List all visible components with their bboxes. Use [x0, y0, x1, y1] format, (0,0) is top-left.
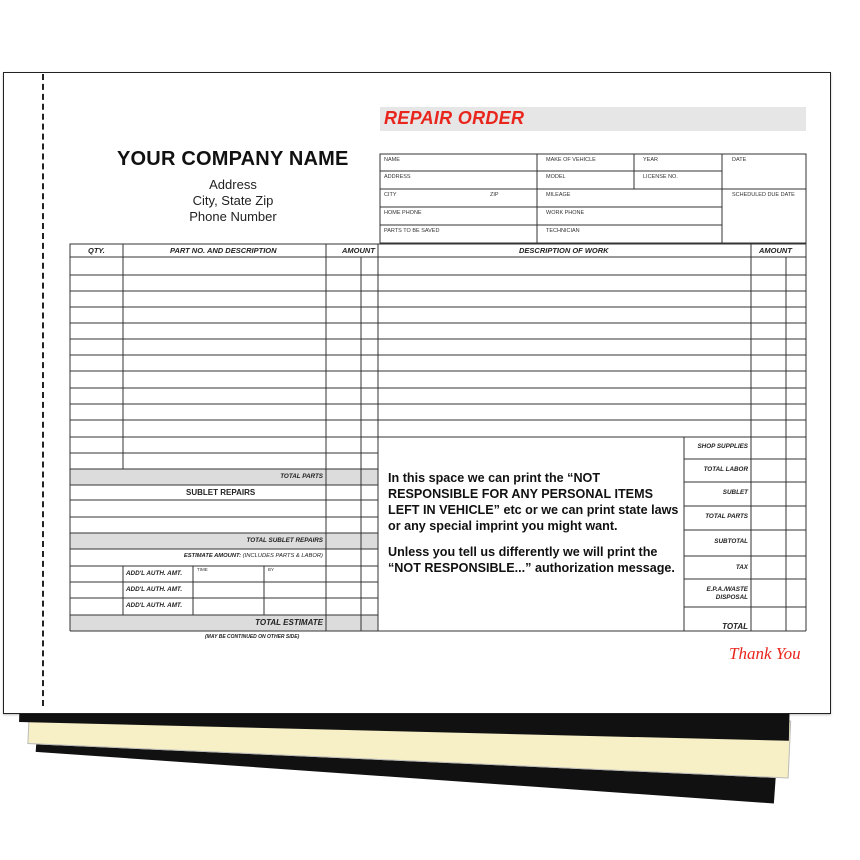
total-sublet-repairs-label: TOTAL SUBLET REPAIRS: [246, 537, 323, 544]
total-label: TOTAL: [722, 622, 748, 631]
total-estimate-label: TOTAL ESTIMATE: [255, 618, 323, 627]
notice-paragraph-1: In this space we can print the “NOT RESPONSIBLE FOR ANY PERSONAL ITEMS LEFT IN VEHICLE” etc or we can print state laws or any special imprint you might want.: [388, 471, 679, 533]
total-labor-label: TOTAL LABOR: [703, 466, 748, 473]
continued-note: (MAY BE CONTINUED ON OTHER SIDE): [205, 634, 300, 640]
subtotal-label: SUBTOTAL: [714, 538, 748, 545]
company-name: YOUR COMPANY NAME: [117, 148, 349, 170]
total-parts-right-label: TOTAL PARTS: [705, 513, 748, 520]
field-mileage-label: MILEAGE: [546, 192, 571, 198]
field-home-phone-label: HOME PHONE: [384, 210, 422, 216]
company-address: Address: [209, 177, 257, 192]
field-zip-label: ZIP: [490, 192, 499, 198]
tax-label: TAX: [735, 564, 748, 571]
col-amount-header: AMOUNT: [342, 246, 375, 255]
field-name-label: NAME: [384, 157, 400, 163]
shop-supplies-label: SHOP SUPPLIES: [697, 443, 748, 450]
addl-auth-label-1: ADD'L AUTH. AMT.: [126, 570, 183, 577]
company-city-state-zip: City, State Zip: [192, 193, 274, 208]
field-technician-label: TECHNICIAN: [546, 228, 580, 234]
company-phone: Phone Number: [189, 209, 277, 224]
field-license-label: LICENSE NO.: [643, 174, 678, 180]
notice-block: [388, 470, 680, 576]
field-parts-saved-label: PARTS TO BE SAVED: [384, 228, 440, 234]
time-label: TIME: [197, 567, 208, 572]
col-part-desc-header: PART NO. AND DESCRIPTION: [170, 246, 277, 255]
by-label: BY: [268, 567, 275, 572]
field-make-label: MAKE OF VEHICLE: [546, 157, 596, 163]
form-title: REPAIR ORDER: [384, 108, 525, 128]
field-work-phone-label: WORK PHONE: [546, 210, 585, 216]
col-work-desc-header: DESCRIPTION OF WORK: [519, 246, 609, 255]
thank-you-text: Thank You: [729, 644, 801, 663]
col-qty-header: QTY.: [88, 246, 105, 255]
addl-auth-label-3: ADD'L AUTH. AMT.: [126, 602, 183, 609]
field-due-date-label: SCHEDULED DUE DATE: [732, 192, 795, 198]
estimate-amount-label: [128, 553, 323, 559]
field-model-label: MODEL: [546, 174, 566, 180]
notice-paragraph-2: Unless you tell us differently we will print the “NOT RESPONSIBLE...” authorization message.: [388, 545, 675, 575]
sublet-label: SUBLET: [722, 489, 748, 496]
field-date-label: DATE: [732, 157, 747, 163]
sublet-repairs-label: SUBLET REPAIRS: [186, 488, 256, 497]
epa-label-line1: E.P.A./WASTE: [706, 586, 748, 593]
col-amount2-header: AMOUNT: [759, 246, 792, 255]
epa-label-line2: DISPOSAL: [715, 594, 748, 601]
addl-auth-label-2: ADD'L AUTH. AMT.: [126, 586, 183, 593]
field-city-label: CITY: [384, 192, 397, 198]
total-parts-label: TOTAL PARTS: [280, 473, 323, 480]
estimate-amount-note: (INCLUDES PARTS & LABOR): [241, 553, 323, 559]
field-address-label: ADDRESS: [384, 174, 411, 180]
field-year-label: YEAR: [643, 157, 658, 163]
estimate-amount-bold: ESTIMATE AMOUNT:: [183, 553, 242, 559]
